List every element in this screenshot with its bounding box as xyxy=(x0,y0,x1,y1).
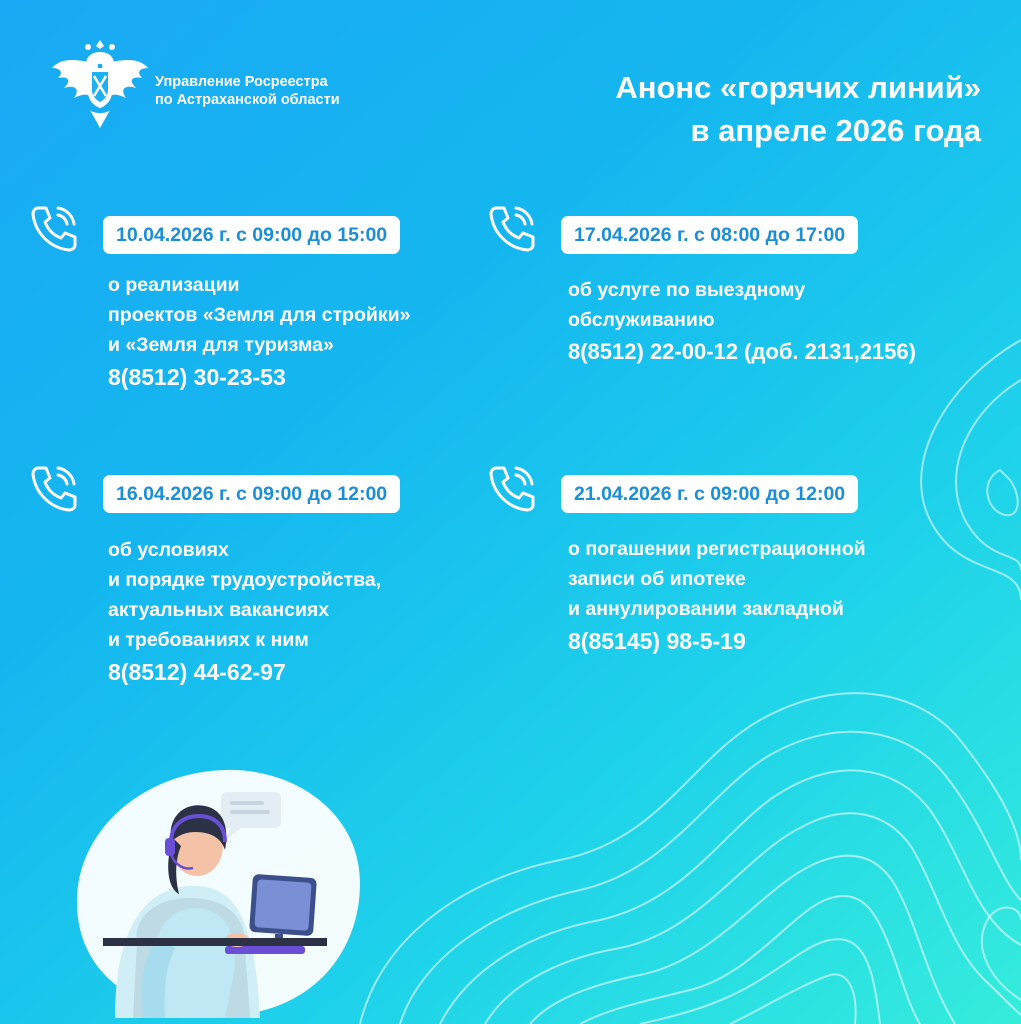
hotline-3-line-2: и порядке трудоустройства, xyxy=(108,569,382,591)
phone-call-icon xyxy=(484,200,540,256)
hotline-4-description xyxy=(568,534,866,657)
hotline-2-description xyxy=(568,275,916,368)
call-center-operator-illustration xyxy=(75,768,360,1018)
hotline-3-line-1: об условиях xyxy=(108,539,229,561)
phone-call-icon xyxy=(484,460,540,516)
hotline-4-line-1: о погашении регистрационной xyxy=(568,538,866,560)
hotline-1-line-3: и «Земля для туризма» xyxy=(108,334,334,356)
title-line-1: Анонс «горячих линий» xyxy=(615,70,981,105)
hotline-3-description xyxy=(108,535,381,688)
hotline-2-date-badge: 17.04.2026 г. с 08:00 до 17:00 xyxy=(561,216,858,254)
page-title xyxy=(615,66,981,152)
hotline-1-line-2: проектов «Земля для стройки» xyxy=(108,304,411,326)
hotline-4-line-3: и аннулировании закладной xyxy=(568,598,844,620)
hotline-3-line-4: и требованиях к ним xyxy=(108,629,309,651)
org-line-1: Управление Росреестра xyxy=(155,74,328,90)
hotline-1-description xyxy=(108,270,410,393)
hotline-1-line-1: о реализации xyxy=(108,274,240,296)
hotline-2-line-2: обслуживанию xyxy=(568,309,715,331)
rosreestr-eagle-logo xyxy=(50,38,150,130)
phone-call-icon xyxy=(26,200,82,256)
hotline-2-phone: 8(8512) 22-00-12 (доб. 2131,2156) xyxy=(568,339,916,364)
hotline-4-line-2: записи об ипотеке xyxy=(568,568,746,590)
hotline-3-line-3: актуальных вакансиях xyxy=(108,599,330,621)
hotline-1-date-badge: 10.04.2026 г. с 09:00 до 15:00 xyxy=(103,216,400,254)
hotline-4-phone: 8(85145) 98-5-19 xyxy=(568,628,746,654)
hotline-3-phone: 8(8512) 44-62-97 xyxy=(108,659,286,685)
organization-name xyxy=(155,73,340,109)
org-line-2: по Астраханской области xyxy=(155,92,340,108)
hotline-3-date-badge: 16.04.2026 г. с 09:00 до 12:00 xyxy=(103,475,400,513)
hotline-2-line-1: об услуге по выездному xyxy=(568,279,806,301)
hotline-4-date-badge: 21.04.2026 г. с 09:00 до 12:00 xyxy=(561,475,858,513)
hotline-1-phone: 8(8512) 30-23-53 xyxy=(108,364,286,390)
phone-call-icon xyxy=(26,460,82,516)
title-line-2: в апреле 2026 года xyxy=(690,113,981,148)
